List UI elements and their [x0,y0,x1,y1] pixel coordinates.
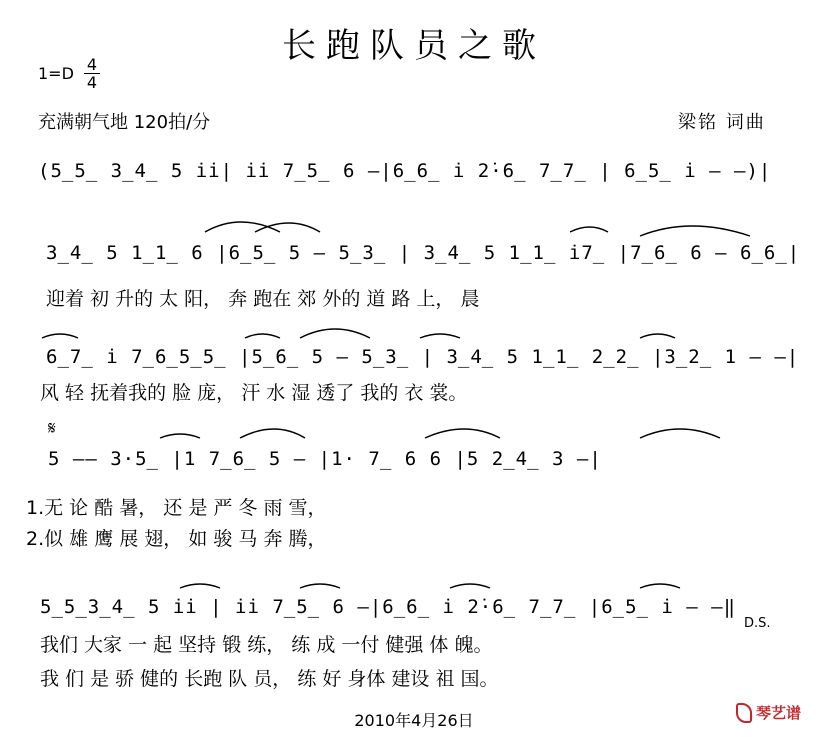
notation-row-4: 5 —— 3·5̲ |1 7̲6̲ 5 — |1· 7̲ 6 6 |5 2̲4̲ 3 —| [48,448,602,470]
logo-text: 琴艺谱 [756,704,802,722]
slur [42,334,78,338]
slur [450,584,490,588]
song-title: 长跑队员之歌 [282,26,546,66]
meter-top: 4 [86,55,98,74]
lyric-verse-2: 2.似 雄 鹰 展 翅， 如 骏 马 奔 腾， [26,528,327,550]
notation-row-3: 6̲7̲ i̇ 7̲6̲5̲5̲ |5̲6̲ 5 — 5̲3̲ | 3̲4̲ 5 1̲1̲ 2̲2̲ |3̲2̲ 1 — —| [46,346,800,368]
slur [240,429,305,438]
composer-credit: 梁铭 词曲 [678,112,766,133]
lyric-line-5a: 我们 大家 一 起 坚持 锻 练， 练 成 一付 健强 体 魄。 [40,634,493,656]
lyric-verse-1: 1.无 论 酷 暑， 还 是 严 冬 雨 雪， [26,497,327,519]
tempo-marking: 充满朝气地 120拍/分 [38,112,211,133]
slur [300,584,340,588]
date-stamp: 2010年4月26日 [354,711,474,730]
lyric-line-2: 迎着 初 升的 太 阳， 奔 跑在 郊 外的 道 路 上， 晨 [46,288,480,310]
slur [255,223,320,232]
key-signature: 1=D [38,64,74,83]
slur [640,334,675,338]
slur [640,226,750,236]
slur [420,334,460,338]
notation-row-2: 3̲4̲ 5 1̲1̲ 6 |6̲5̲ 5 — 5̲3̲ | 3̲4̲ 5 1̲1̲ i̇7̲ |7̲6̲ 6 — 6̲6̲| [46,242,801,264]
slur [205,222,280,232]
slur [300,329,370,338]
slur [160,434,200,438]
slur [570,227,608,232]
slur [245,334,280,338]
dal-segno-mark: D.S. [744,616,771,631]
slur [640,584,680,588]
meter-bottom: 4 [86,73,98,92]
slur [180,584,220,588]
notation-row-1: (5̲5̲ 3̲4̲ 5 i̇i̇| i̇i̇ 7̲5̲ 6 —|6̲6̲ i̇ 2̇·6̲ 7̲7̲ | 6̲5̲ i̇ — —)| [38,160,772,182]
lyric-line-5b: 我 们 是 骄 健的 长跑 队 员， 练 好 身体 建设 祖 国。 [40,668,499,690]
slur [640,429,720,438]
segno-sign: 𝄋 [48,418,56,439]
notation-row-5: 5̲5̲3̲4̲ 5 i̇i̇ | i̇i̇ 7̲5̲ 6 —|6̲6̲ i̇ 2̇·6̲ 7̲7̲ |6̲5̲ i̇ — —‖ [40,596,737,618]
slur [425,429,500,438]
lyric-line-3: 风 轻 抚着我的 脸 庞， 汗 水 湿 透了 我的 衣 裳。 [40,382,468,404]
